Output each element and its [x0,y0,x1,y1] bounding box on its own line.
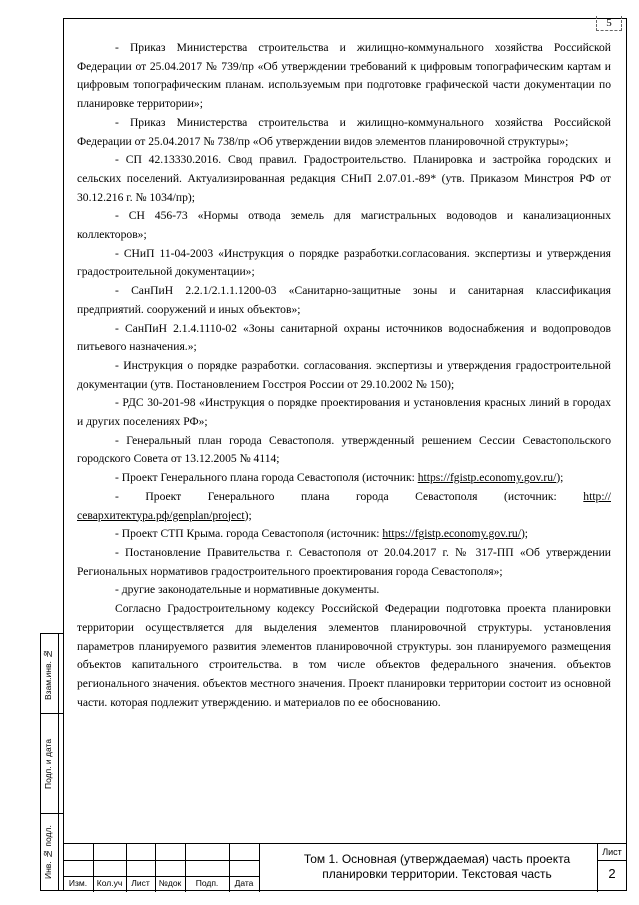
source-link-1[interactable]: https://fgistp.economy.gov.ru/ [417,471,557,485]
stamp-col-ndok: №док [158,878,182,888]
paragraph-9: - РДС 30-201-98 «Инструкция о порядке проектирования и установления красных линий в городах и других поселениях РФ»; [77,396,611,429]
paragraph-1: - Приказ Министерства строительства и жилищно-коммунального хозяйства Российской Федерации от 25.04.2017 № 739/пр «Об утверждении требований к цифровым топографическим картам и цифровым топографическим планам. используемым при подготовке графической части документации по планировке территории»; [77,41,611,111]
document-body [77,39,611,712]
paragraph-link-2 [77,488,611,525]
page-number: 5 [596,16,622,31]
paragraph-6: - СанПиН 2.2.1/2.1.1.1200-03 «Санитарно-защитные зоны и санитарная классификация предприятий. сооружений и иных объектов»; [77,284,611,316]
stamp-col-podp: Подп. [195,878,219,888]
side-cell-inv [41,814,63,890]
paragraph-12: - другие законодательные и нормативные документы. [115,583,380,597]
paragraph-13: Согласно Градостроительному кодексу Российской Федерации подготовка проекта планировки территории осуществляется для выделения элементов планировочной структуры. установления параметров планируемого развития элементов планировочной структуры. зон планируемого размещения объектов капитального строительства. в том числе объектов федерального значения. объектов регионального значения. объектов местного значения. Проект планировки территории состоит из основной части. которая подлежит утверждению. и материалов по ее обоснованию. [77,602,611,709]
sheet-number: 2 [608,866,616,881]
side-strip [40,633,64,891]
paragraph-link-3 [77,525,611,544]
paragraph-10: - Генеральный план города Севастополя. утвержденный решением Сессии Севастопольского городского Совета от 13.12.2005 № 4114; [77,433,611,466]
link-para-3-after: ); [520,527,529,541]
stamp-title: Том 1. Основная (утверждаемая) часть проекта планировки территории. Текстовая часть [303,852,571,881]
side-cell-podp [41,714,63,814]
stamp-col-izm: Изм. [68,878,88,888]
paragraph-11: - Постановление Правительства г. Севастополя от 20.04.2017 г. № 317-ПП «Об утверждении Региональных нормативов градостроительного проектирования города Севастополя»; [77,545,611,578]
paragraph-7: - СанПиН 2.1.4.1110-02 «Зоны санитарной охраны источников водоснабжения и водопроводов питьевого назначения.»; [77,321,611,354]
paragraph-8: - Инструкция о порядке разработки. согласования. экспертизы и утверждения градостроительной документации (утв. Постановлением Госстроя России от 29.10.2002 № 150); [77,358,611,391]
link-para-2-after: ); [244,508,252,522]
link-para-1-text: - Проект Генерального плана города Севастополя (источник: [115,471,418,485]
side-cell-vzam [41,634,63,714]
link-para-1-after: ); [556,471,564,485]
stamp-hline [63,876,259,877]
source-link-2[interactable]: http://севархитектура.рф/genplan/project [77,489,611,522]
link-para-3-text: - Проект СТП Крыма. города Севастополя (источник: [115,527,383,541]
stamp-vline [259,844,260,892]
paragraph-3: - СП 42.13330.2016. Свод правил. Градостроительство. Планировка и застройка городских и сельских поселений. Актуализированная редакция СНиП 2.07.01.-89* (утв. Приказом Минстроя РФ от 30.12.216 г. № 1034/пр); [77,153,611,204]
stamp-col-data: Дата [234,878,254,888]
paragraph-2: - Приказ Министерства строительства и жилищно-коммунального хозяйства Российской Федерации от 25.04.2017 № 738/пр «Об утверждении видов элементов планировочной структуры»; [77,115,611,148]
side-label-inv: Инв. № подл. [43,825,53,879]
source-link-3[interactable]: https://fgistp.economy.gov.ru/ [382,527,521,541]
side-label-podp: Подп. и дата [43,738,53,790]
title-block [63,843,627,891]
paragraph-link-1 [77,469,611,488]
paragraph-4: - СН 456-73 «Нормы отвода земель для магистральных водоводов и канализационных коллекторов»; [77,209,611,242]
side-label-vzam: Взам.инв. № [43,648,53,700]
stamp-col-koluch: Кол.уч [96,878,123,888]
stamp-col-list: Лист [131,878,150,888]
link-para-2-text: - Проект Генерального плана города Севастополя (источник: [115,489,584,503]
sheet-label: Лист [602,847,622,857]
stamp-hline [63,860,259,861]
paragraph-5: - СНиП 11-04-2003 «Инструкция о порядке разработки.согласования. экспертизы и утверждения градостроительной документации»; [77,246,611,279]
stamp-hline [597,860,627,861]
